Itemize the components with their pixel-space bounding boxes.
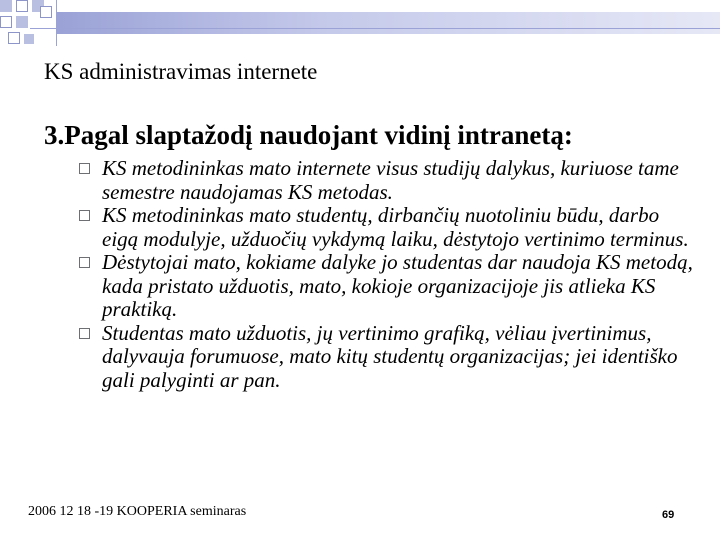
footer-text: 2006 12 18 -19 KOOPERIA seminaras — [28, 504, 247, 519]
decor-square — [24, 34, 34, 44]
slide-subtitle: KS administravimas internete — [44, 59, 318, 84]
decor-square — [40, 6, 52, 18]
checkbox-square-icon — [79, 257, 90, 268]
decor-square — [0, 0, 12, 12]
decor-square — [0, 16, 12, 28]
decor-square — [16, 0, 28, 12]
decor-square — [16, 16, 28, 28]
bullet-item — [76, 157, 696, 204]
bullet-item — [76, 251, 696, 322]
checkbox-square-icon — [79, 328, 90, 339]
slide-title: 3.Pagal slaptažodį naudojant vidinį intranetą: — [44, 120, 573, 150]
bullet-text: Dėstytojai mato, kokiame dalyke jo studentas dar naudoja KS metodą, kada pristato užduotis, mato, kokioje organizacijoje jis atlieka KS praktiką. — [102, 250, 693, 321]
bullet-item — [76, 204, 696, 251]
bullet-text: KS metodininkas mato internete visus studijų dalykus, kuriuose tame semestre naudojamas KS metodas. — [102, 156, 679, 204]
bullet-text: Studentas mato užduotis, jų vertinimo grafiką, vėliau įvertinimus, dalyvauja forumuose, mato kitų studentų organizacijas; jei identiško gali palyginti ar pan. — [102, 320, 678, 392]
decor-square — [8, 32, 20, 44]
page-number: 69 — [662, 509, 675, 521]
bullet-text: KS metodininkas mato studentų, dirbančių nuotoliniu būdu, darbo eigą modulyje, užduočių vykdymą laiku, dėstytojo vertinimo terminus. — [102, 203, 689, 251]
checkbox-square-icon — [79, 163, 90, 174]
bullet-item — [76, 322, 696, 393]
header-gradient-bar — [56, 12, 720, 34]
bullet-list — [76, 157, 696, 392]
header-line — [30, 28, 720, 29]
header-vertical-line — [56, 0, 57, 46]
header-decoration — [0, 0, 720, 50]
checkbox-square-icon — [79, 210, 90, 221]
